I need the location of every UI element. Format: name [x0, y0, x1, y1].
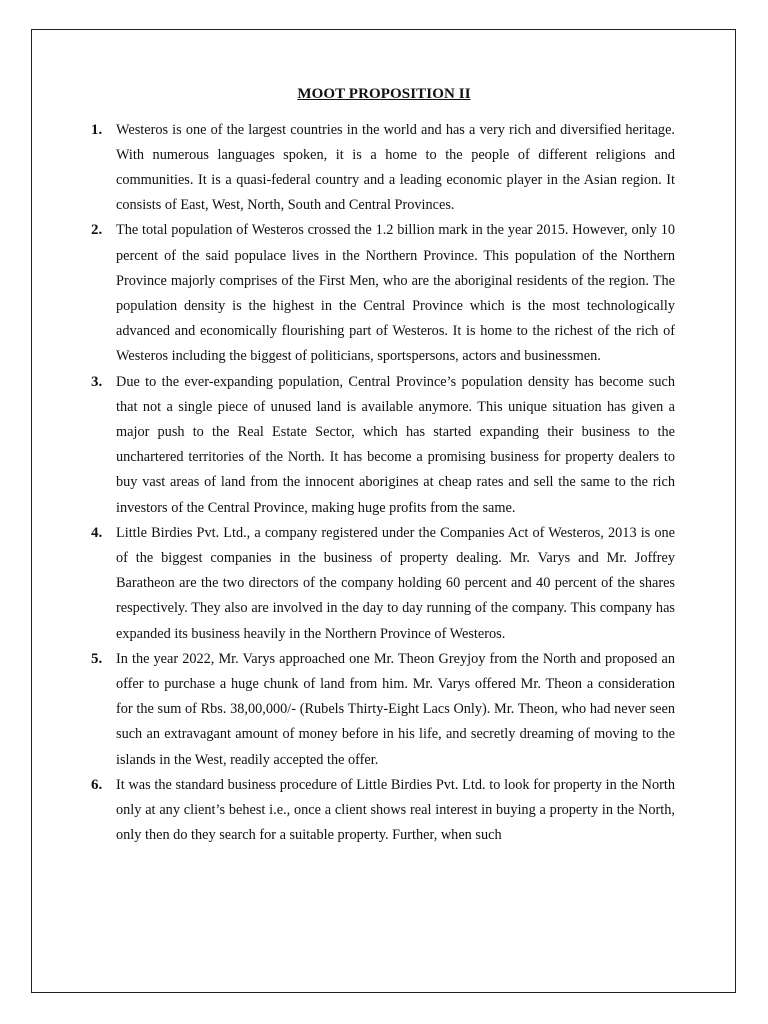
paragraph-number: 1.: [91, 121, 103, 138]
paragraph-number: 5.: [91, 650, 103, 667]
paragraph-text: In the year 2022, Mr. Varys approached one Mr. Theon Greyjoy from the North and proposed an offer to purchase a huge chunk of land from him. Mr. Varys offered Mr. Theon a consideration for the sum of Rbs. 38,00,000/- (Rubels Thirty-Eight Lacs Only). Mr. Theon, who had never seen such an extravagant amount of money before in his life, and secretly dreaming of moving to the islands in the West, readily accepted the offer.: [116, 650, 675, 768]
paragraph-2: [91, 218, 675, 369]
paragraph-number: 6.: [91, 776, 103, 793]
paragraph-text: Due to the ever-expanding population, Central Province’s population density has become such that not a single piece of unused land is available anymore. This unique situation has given a major push to the Real Estate Sector, which has started expanding their business to the unchartered territories of the North. It has become a promising business for property dealers to buy vast areas of land from the innocent aborigines at cheap rates and sell the same to the rich investors of the Central Province, making huge profits from the same.: [116, 373, 675, 516]
proposition-list: [91, 118, 675, 849]
paragraph-text: It was the standard business procedure of Little Birdies Pvt. Ltd. to look for property in the North only at any client’s behest i.e., once a client shows real interest in buying a property in the North, only then do they search for a suitable property. Further, when such: [116, 776, 675, 844]
paragraph-number: 4.: [91, 524, 103, 541]
paragraph-6: [91, 773, 675, 849]
paragraph-4: [91, 521, 675, 647]
paragraph-5: [91, 647, 675, 773]
paragraph-1: [91, 118, 675, 219]
paragraph-3: [91, 370, 675, 521]
paragraph-text: The total population of Westeros crossed the 1.2 billion mark in the year 2015. However, only 10 percent of the said populace lives in the Northern Province. This population of the Northern Province majorly comprises of the First Men, who are the aboriginal residents of the region. The population density is the highest in the Central Province which is the most technologically advanced and economically flourishing part of Westeros. It is home to the richest of the rich of Westeros including the biggest of politicians, sportspersons, actors and businessmen.: [116, 222, 675, 365]
paragraph-number: 2.: [91, 222, 103, 239]
document-title: MOOT PROPOSITION II: [297, 86, 471, 102]
paragraph-text: Westeros is one of the largest countries in the world and has a very rich and diversified heritage. With numerous languages spoken, it is a home to the people of different religions and communities. It is a quasi-federal country and a leading economic player in the Asian region. It consists of East, West, North, South and Central Provinces.: [116, 121, 675, 214]
paragraph-number: 3.: [91, 373, 103, 390]
paragraph-text: Little Birdies Pvt. Ltd., a company registered under the Companies Act of Westeros, 2013 is one of the biggest companies in the business of property dealing. Mr. Varys and Mr. Joffrey Baratheon are the two directors of the company holding 60 percent and 40 percent of the shares respectively. They also are involved in the day to day running of the company. This company has expanded its business heavily in the Northern Province of Westeros.: [116, 524, 675, 642]
